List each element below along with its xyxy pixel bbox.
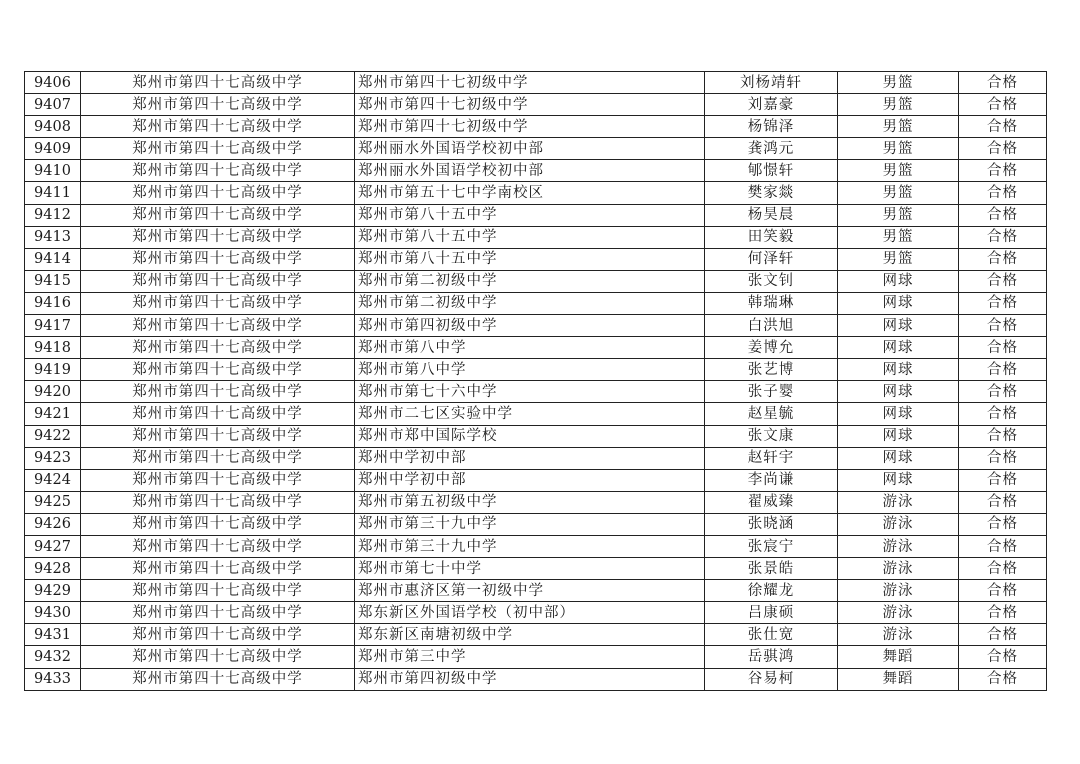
row-id-cell: 9412: [25, 204, 81, 226]
result-cell: 合格: [959, 381, 1047, 403]
table-row: [25, 624, 1047, 646]
sport-item-cell: 游泳: [838, 513, 959, 535]
student-name-cell: 姜博允: [705, 337, 838, 359]
student-name-cell: 张文康: [705, 425, 838, 447]
row-id-cell: 9411: [25, 182, 81, 204]
student-name-cell: 樊家燚: [705, 182, 838, 204]
graduating-school-cell: 郑州市第三中学: [355, 646, 705, 668]
admitting-school-cell: 郑州市第四十七高级中学: [81, 558, 355, 580]
admitting-school-cell: 郑州市第四十七高级中学: [81, 72, 355, 94]
graduating-school-cell: 郑州市第二初级中学: [355, 292, 705, 314]
admitting-school-cell: 郑州市第四十七高级中学: [81, 646, 355, 668]
sport-item-cell: 网球: [838, 447, 959, 469]
result-cell: 合格: [959, 160, 1047, 182]
table-row: [25, 94, 1047, 116]
row-id-cell: 9419: [25, 359, 81, 381]
table-row: [25, 116, 1047, 138]
sport-item-cell: 网球: [838, 469, 959, 491]
table-row: [25, 226, 1047, 248]
result-cell: 合格: [959, 469, 1047, 491]
graduating-school-cell: 郑州市第三十九中学: [355, 535, 705, 557]
student-name-cell: 张文钊: [705, 270, 838, 292]
row-id-cell: 9433: [25, 668, 81, 690]
admitting-school-cell: 郑州市第四十七高级中学: [81, 491, 355, 513]
admitting-school-cell: 郑州市第四十七高级中学: [81, 668, 355, 690]
admitting-school-cell: 郑州市第四十七高级中学: [81, 315, 355, 337]
student-name-cell: 赵轩宇: [705, 447, 838, 469]
student-name-cell: 张子婴: [705, 381, 838, 403]
sport-item-cell: 舞蹈: [838, 646, 959, 668]
sport-item-cell: 男篮: [838, 204, 959, 226]
sport-item-cell: 男篮: [838, 248, 959, 270]
table-row: [25, 315, 1047, 337]
admitting-school-cell: 郑州市第四十七高级中学: [81, 624, 355, 646]
result-cell: 合格: [959, 668, 1047, 690]
admitting-school-cell: 郑州市第四十七高级中学: [81, 248, 355, 270]
table-row: [25, 160, 1047, 182]
row-id-cell: 9418: [25, 337, 81, 359]
sport-item-cell: 男篮: [838, 182, 959, 204]
student-name-cell: 杨锦泽: [705, 116, 838, 138]
result-cell: 合格: [959, 491, 1047, 513]
sport-item-cell: 网球: [838, 381, 959, 403]
admitting-school-cell: 郑州市第四十七高级中学: [81, 469, 355, 491]
student-name-cell: 吕康硕: [705, 602, 838, 624]
result-cell: 合格: [959, 602, 1047, 624]
student-name-cell: 何泽轩: [705, 248, 838, 270]
admitting-school-cell: 郑州市第四十七高级中学: [81, 381, 355, 403]
result-cell: 合格: [959, 403, 1047, 425]
admitting-school-cell: 郑州市第四十七高级中学: [81, 292, 355, 314]
graduating-school-cell: 郑州市第五初级中学: [355, 491, 705, 513]
graduating-school-cell: 郑州中学初中部: [355, 469, 705, 491]
result-cell: 合格: [959, 646, 1047, 668]
admitting-school-cell: 郑州市第四十七高级中学: [81, 337, 355, 359]
table-row: [25, 602, 1047, 624]
graduating-school-cell: 郑州市第八十五中学: [355, 248, 705, 270]
result-cell: 合格: [959, 558, 1047, 580]
row-id-cell: 9432: [25, 646, 81, 668]
sport-item-cell: 男篮: [838, 160, 959, 182]
result-cell: 合格: [959, 447, 1047, 469]
admitting-school-cell: 郑州市第四十七高级中学: [81, 94, 355, 116]
graduating-school-cell: 郑州市第二初级中学: [355, 270, 705, 292]
table-row: [25, 535, 1047, 557]
result-cell: 合格: [959, 138, 1047, 160]
row-id-cell: 9426: [25, 513, 81, 535]
sport-item-cell: 男篮: [838, 138, 959, 160]
sport-item-cell: 舞蹈: [838, 668, 959, 690]
result-cell: 合格: [959, 72, 1047, 94]
result-cell: 合格: [959, 226, 1047, 248]
results-sheet: [24, 71, 1046, 691]
student-name-cell: 张艺博: [705, 359, 838, 381]
graduating-school-cell: 郑州中学初中部: [355, 447, 705, 469]
graduating-school-cell: 郑州市第四十七初级中学: [355, 94, 705, 116]
student-name-cell: 徐耀龙: [705, 580, 838, 602]
graduating-school-cell: 郑州市第八十五中学: [355, 204, 705, 226]
admitting-school-cell: 郑州市第四十七高级中学: [81, 602, 355, 624]
table-row: [25, 491, 1047, 513]
row-id-cell: 9425: [25, 491, 81, 513]
result-cell: 合格: [959, 204, 1047, 226]
admitting-school-cell: 郑州市第四十七高级中学: [81, 513, 355, 535]
sport-item-cell: 网球: [838, 403, 959, 425]
graduating-school-cell: 郑州市惠济区第一初级中学: [355, 580, 705, 602]
student-name-cell: 张景皓: [705, 558, 838, 580]
student-name-cell: 刘嘉豪: [705, 94, 838, 116]
graduating-school-cell: 郑州市第五十七中学南校区: [355, 182, 705, 204]
student-name-cell: 郇憬轩: [705, 160, 838, 182]
graduating-school-cell: 郑州市二七区实验中学: [355, 403, 705, 425]
student-name-cell: 刘杨靖轩: [705, 72, 838, 94]
table-row: [25, 558, 1047, 580]
sport-item-cell: 游泳: [838, 535, 959, 557]
student-name-cell: 龚鸿元: [705, 138, 838, 160]
graduating-school-cell: 郑州市第四初级中学: [355, 668, 705, 690]
result-cell: 合格: [959, 292, 1047, 314]
sport-item-cell: 男篮: [838, 116, 959, 138]
admitting-school-cell: 郑州市第四十七高级中学: [81, 580, 355, 602]
table-row: [25, 447, 1047, 469]
admitting-school-cell: 郑州市第四十七高级中学: [81, 160, 355, 182]
student-name-cell: 杨昊晨: [705, 204, 838, 226]
result-cell: 合格: [959, 425, 1047, 447]
graduating-school-cell: 郑州市第八十五中学: [355, 226, 705, 248]
student-name-cell: 白洪旭: [705, 315, 838, 337]
sport-item-cell: 游泳: [838, 602, 959, 624]
table-row: [25, 403, 1047, 425]
table-row: [25, 138, 1047, 160]
student-name-cell: 赵星毓: [705, 403, 838, 425]
table-row: [25, 204, 1047, 226]
graduating-school-cell: 郑州市第八中学: [355, 359, 705, 381]
sport-item-cell: 网球: [838, 270, 959, 292]
table-row: [25, 72, 1047, 94]
result-cell: 合格: [959, 359, 1047, 381]
row-id-cell: 9429: [25, 580, 81, 602]
admitting-school-cell: 郑州市第四十七高级中学: [81, 535, 355, 557]
graduating-school-cell: 郑东新区外国语学校（初中部）: [355, 602, 705, 624]
row-id-cell: 9430: [25, 602, 81, 624]
admitting-school-cell: 郑州市第四十七高级中学: [81, 204, 355, 226]
sport-item-cell: 网球: [838, 425, 959, 447]
row-id-cell: 9410: [25, 160, 81, 182]
admitting-school-cell: 郑州市第四十七高级中学: [81, 270, 355, 292]
table-row: [25, 513, 1047, 535]
row-id-cell: 9414: [25, 248, 81, 270]
table-row: [25, 270, 1047, 292]
result-cell: 合格: [959, 94, 1047, 116]
admitting-school-cell: 郑州市第四十七高级中学: [81, 403, 355, 425]
table-row: [25, 580, 1047, 602]
graduating-school-cell: 郑州市第八中学: [355, 337, 705, 359]
sport-item-cell: 游泳: [838, 491, 959, 513]
student-name-cell: 翟威臻: [705, 491, 838, 513]
sport-item-cell: 网球: [838, 337, 959, 359]
table-row: [25, 646, 1047, 668]
admitting-school-cell: 郑州市第四十七高级中学: [81, 116, 355, 138]
row-id-cell: 9420: [25, 381, 81, 403]
table-row: [25, 182, 1047, 204]
graduating-school-cell: 郑州市第四十七初级中学: [355, 116, 705, 138]
row-id-cell: 9431: [25, 624, 81, 646]
row-id-cell: 9406: [25, 72, 81, 94]
student-name-cell: 张宸宁: [705, 535, 838, 557]
sport-item-cell: 游泳: [838, 624, 959, 646]
sport-item-cell: 男篮: [838, 94, 959, 116]
graduating-school-cell: 郑州丽水外国语学校初中部: [355, 160, 705, 182]
sport-item-cell: 男篮: [838, 226, 959, 248]
row-id-cell: 9407: [25, 94, 81, 116]
table-row: [25, 359, 1047, 381]
student-name-cell: 田笑毅: [705, 226, 838, 248]
table-row: [25, 292, 1047, 314]
result-cell: 合格: [959, 535, 1047, 557]
result-cell: 合格: [959, 182, 1047, 204]
table-row: [25, 425, 1047, 447]
table-row: [25, 337, 1047, 359]
result-cell: 合格: [959, 580, 1047, 602]
row-id-cell: 9421: [25, 403, 81, 425]
admitting-school-cell: 郑州市第四十七高级中学: [81, 447, 355, 469]
student-name-cell: 谷易柯: [705, 668, 838, 690]
graduating-school-cell: 郑州市第三十九中学: [355, 513, 705, 535]
result-cell: 合格: [959, 624, 1047, 646]
sport-item-cell: 网球: [838, 292, 959, 314]
student-name-cell: 张仕宽: [705, 624, 838, 646]
row-id-cell: 9424: [25, 469, 81, 491]
sport-item-cell: 男篮: [838, 72, 959, 94]
admitting-school-cell: 郑州市第四十七高级中学: [81, 359, 355, 381]
sport-item-cell: 游泳: [838, 558, 959, 580]
row-id-cell: 9409: [25, 138, 81, 160]
sport-item-cell: 游泳: [838, 580, 959, 602]
result-cell: 合格: [959, 513, 1047, 535]
admitting-school-cell: 郑州市第四十七高级中学: [81, 425, 355, 447]
table-row: [25, 469, 1047, 491]
table-row: [25, 248, 1047, 270]
graduating-school-cell: 郑州市第七十中学: [355, 558, 705, 580]
row-id-cell: 9422: [25, 425, 81, 447]
graduating-school-cell: 郑州丽水外国语学校初中部: [355, 138, 705, 160]
admitting-school-cell: 郑州市第四十七高级中学: [81, 182, 355, 204]
row-id-cell: 9428: [25, 558, 81, 580]
student-name-cell: 张晓涵: [705, 513, 838, 535]
student-name-cell: 韩瑞琳: [705, 292, 838, 314]
table-row: [25, 668, 1047, 690]
student-name-cell: 李尚谦: [705, 469, 838, 491]
row-id-cell: 9413: [25, 226, 81, 248]
row-id-cell: 9423: [25, 447, 81, 469]
row-id-cell: 9417: [25, 315, 81, 337]
result-cell: 合格: [959, 248, 1047, 270]
student-name-cell: 岳骐鸿: [705, 646, 838, 668]
result-cell: 合格: [959, 315, 1047, 337]
table-row: [25, 381, 1047, 403]
row-id-cell: 9416: [25, 292, 81, 314]
result-cell: 合格: [959, 337, 1047, 359]
row-id-cell: 9415: [25, 270, 81, 292]
row-id-cell: 9427: [25, 535, 81, 557]
results-table: [24, 71, 1047, 691]
admitting-school-cell: 郑州市第四十七高级中学: [81, 138, 355, 160]
result-cell: 合格: [959, 116, 1047, 138]
graduating-school-cell: 郑东新区南塘初级中学: [355, 624, 705, 646]
table-body: [25, 72, 1047, 691]
graduating-school-cell: 郑州市第四十七初级中学: [355, 72, 705, 94]
admitting-school-cell: 郑州市第四十七高级中学: [81, 226, 355, 248]
sport-item-cell: 网球: [838, 359, 959, 381]
graduating-school-cell: 郑州市郑中国际学校: [355, 425, 705, 447]
row-id-cell: 9408: [25, 116, 81, 138]
sport-item-cell: 网球: [838, 315, 959, 337]
graduating-school-cell: 郑州市第七十六中学: [355, 381, 705, 403]
result-cell: 合格: [959, 270, 1047, 292]
graduating-school-cell: 郑州市第四初级中学: [355, 315, 705, 337]
